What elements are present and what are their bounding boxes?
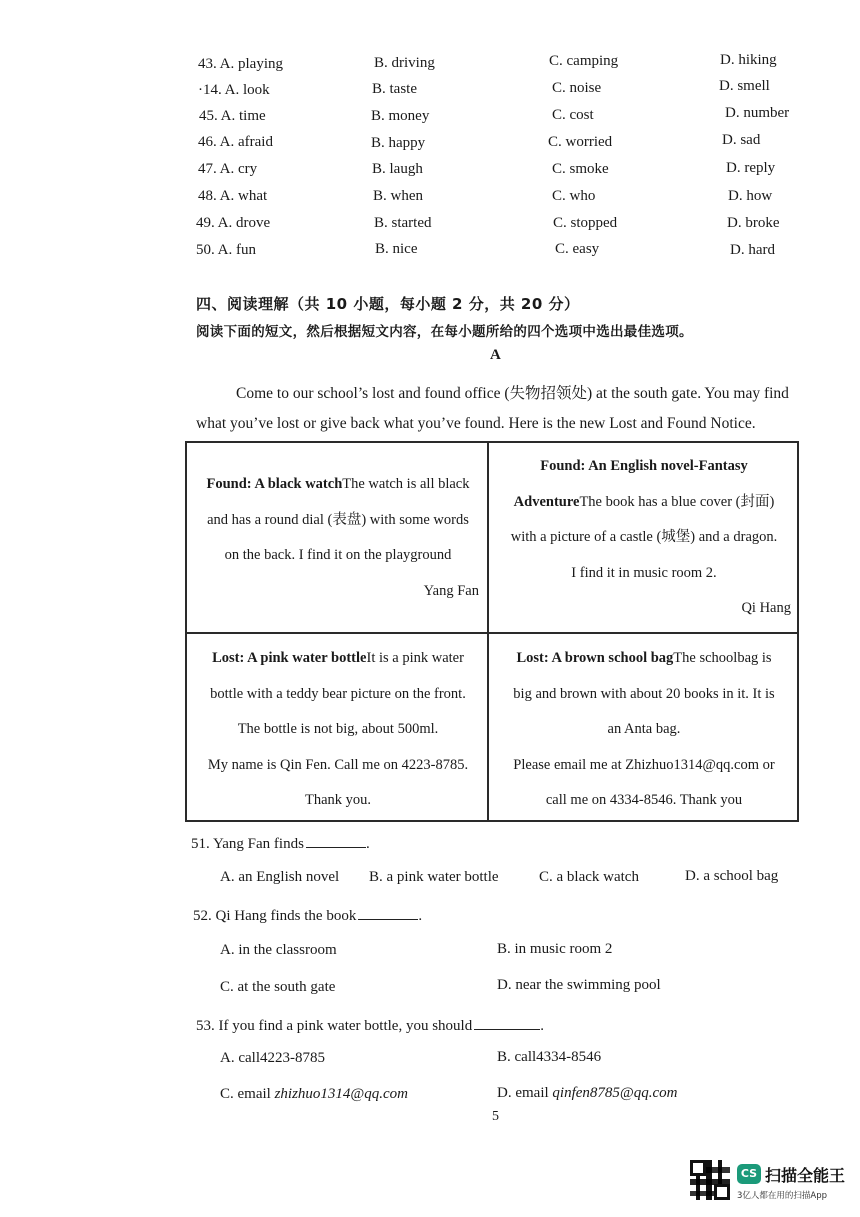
camscanner-brand-name: 扫描全能王 [765, 1166, 846, 1185]
table-divider-horizontal [187, 632, 797, 634]
notice-found-novel-body-2: with a picture of a castle (城堡) and a dragon. [510, 529, 778, 545]
question-52-option-b: B. in music room 2 [497, 941, 613, 957]
question-52-option-a: A. in the classroom [220, 942, 337, 958]
option-43-d: D. hiking [720, 52, 777, 68]
option-44-a: ·14. A. look [198, 82, 270, 98]
notice-found-watch-body-2: and has a round dial (表盘) with some words [207, 511, 469, 528]
question-51-blank [306, 833, 366, 848]
notice-lost-bottle [193, 641, 483, 819]
question-51-option-b: B. a pink water bottle [369, 869, 499, 885]
question-53-option-d [497, 1085, 677, 1102]
option-44-c: C. noise [552, 80, 602, 96]
option-45-b: B. money [371, 108, 430, 124]
option-48-c: C. who [552, 188, 596, 204]
option-47-d: D. reply [726, 160, 776, 176]
option-48-a: 48. A. what [198, 188, 268, 204]
notice-lost-bag [493, 641, 795, 819]
option-44-d: D. smell [719, 78, 770, 94]
question-51-text: 51. Yang Fan finds [191, 836, 304, 852]
notice-lost-bag-body-3: an Anta bag. [607, 721, 681, 737]
notice-found-novel-body-1: The book has a blue cover (封面) [579, 493, 775, 510]
notice-found-watch-body-1: The watch is all black [342, 476, 470, 492]
question-53-end: . [540, 1018, 544, 1034]
notice-lost-bag-title: Lost: A brown school bag [516, 650, 674, 666]
camscanner-tagline: 3亿人都在用的扫描App [737, 1191, 828, 1201]
notice-found-watch [193, 467, 483, 609]
option-45-d: D. number [725, 105, 790, 121]
option-47-c: C. smoke [552, 161, 609, 177]
option-46-a: 46. A. afraid [198, 134, 273, 150]
question-53-option-a: A. call4223-8785 [220, 1050, 325, 1066]
section-heading: 四、阅读理解（共 10 小题，每小题 2 分，共 20 分） [196, 295, 580, 313]
notice-found-novel-title-1: Found: An English novel-Fantasy [540, 458, 748, 474]
question-53-option-b: B. call4334-8546 [497, 1049, 602, 1065]
option-45-c: C. cost [552, 107, 594, 123]
notice-found-novel-title-2: Adventure [513, 493, 580, 510]
option-49-c: C. stopped [553, 215, 618, 231]
lost-and-found-notice-table [185, 441, 799, 822]
passage-title: A [490, 347, 501, 363]
question-52-end: . [418, 908, 423, 924]
question-52-text: 52. Qi Hang finds the book [193, 908, 357, 924]
section-instruction: 阅读下面的短文，然后根据短文内容，在每小题所给的四个选项中选出最佳选项。 [196, 324, 693, 340]
question-53-option-c-label: C. email [220, 1086, 271, 1102]
notice-found-watch-body-3: on the back. I find it on the playground [224, 547, 452, 563]
notice-lost-bag-body-5: call me on 4334-8546. Thank you [545, 792, 743, 808]
question-53-text: 53. If you find a pink water bottle, you should [196, 1018, 473, 1034]
notice-lost-bag-body-4: Please email me at Zhizhuo1314@qq.com or [513, 756, 775, 773]
option-50-a: 50. A. fun [196, 242, 256, 258]
notice-lost-bottle-title: Lost: A pink water bottle [212, 650, 367, 666]
qr-code-icon [690, 1160, 730, 1200]
option-45-a: 45. A. time [199, 108, 266, 124]
question-51-option-a: A. an English novel [220, 869, 340, 885]
notice-lost-bottle-body-3: The bottle is not big, about 500ml. [237, 721, 439, 737]
option-49-d: D. broke [727, 215, 780, 231]
option-50-d: D. hard [730, 242, 775, 258]
option-48-b: B. when [373, 188, 423, 204]
option-46-b: B. happy [371, 135, 426, 151]
question-53-stem [196, 1015, 544, 1035]
option-49-a: 49. A. drove [196, 215, 271, 231]
option-49-b: B. started [374, 215, 432, 231]
option-43-c: C. camping [549, 53, 619, 69]
option-50-b: B. nice [375, 241, 418, 257]
question-52-option-c: C. at the south gate [220, 979, 336, 995]
option-46-d: D. sad [722, 132, 761, 148]
passage-line-2: what you’ve lost or give back what you’ve found. Here is the new Lost and Found Notice. [196, 415, 756, 432]
question-53-option-c-email: zhizhuo1314@qq.com [274, 1086, 408, 1102]
option-43-a: 43. A. playing [198, 56, 283, 72]
option-46-c: C. worried [548, 134, 613, 150]
notice-lost-bottle-body-1: It is a pink water [366, 650, 464, 666]
question-51-option-d: D. a school bag [685, 868, 779, 884]
option-48-d: D. how [728, 188, 773, 204]
notice-found-watch-title: Found: A black watch [206, 476, 343, 492]
question-52-option-d: D. near the swimming pool [497, 977, 661, 993]
option-44-b: B. taste [372, 81, 417, 97]
notice-lost-bottle-body-2: bottle with a teddy bear picture on the front. [210, 685, 466, 702]
question-51-end: . [365, 836, 370, 852]
option-50-c: C. easy [555, 241, 600, 257]
option-43-b: B. driving [374, 55, 435, 71]
question-53-blank [474, 1015, 540, 1030]
page-number: 5 [492, 1109, 499, 1124]
question-52-blank [358, 905, 418, 920]
notice-lost-bag-body-1: The schoolbag is [673, 650, 772, 666]
camscanner-logo-icon: CS [737, 1164, 761, 1184]
question-51-stem [191, 833, 370, 853]
question-51-option-c: C. a black watch [539, 869, 639, 885]
notice-lost-bottle-body-5: Thank you. [304, 792, 372, 808]
question-52-stem [193, 905, 422, 925]
option-47-a: 47. A. cry [198, 161, 258, 177]
notice-found-novel-body-3: I find it in music room 2. [571, 564, 717, 581]
notice-found-novel-signature: Qi Hang [741, 600, 791, 616]
notice-lost-bag-body-2: big and brown with about 20 books in it. It is [513, 685, 775, 702]
question-53-option-d-label: D. email [497, 1085, 549, 1101]
question-53-option-c [220, 1086, 408, 1103]
notice-found-watch-signature: Yang Fan [423, 582, 479, 599]
option-47-b: B. laugh [372, 161, 423, 177]
notice-lost-bottle-body-4: My name is Qin Fen. Call me on 4223-8785. [207, 756, 469, 773]
question-53-option-d-email: qinfen8785@qq.com [552, 1085, 678, 1101]
notice-found-novel [493, 449, 795, 627]
passage-line-1: Come to our school’s lost and found office (失物招领处) at the south gate. You may find [236, 385, 789, 402]
